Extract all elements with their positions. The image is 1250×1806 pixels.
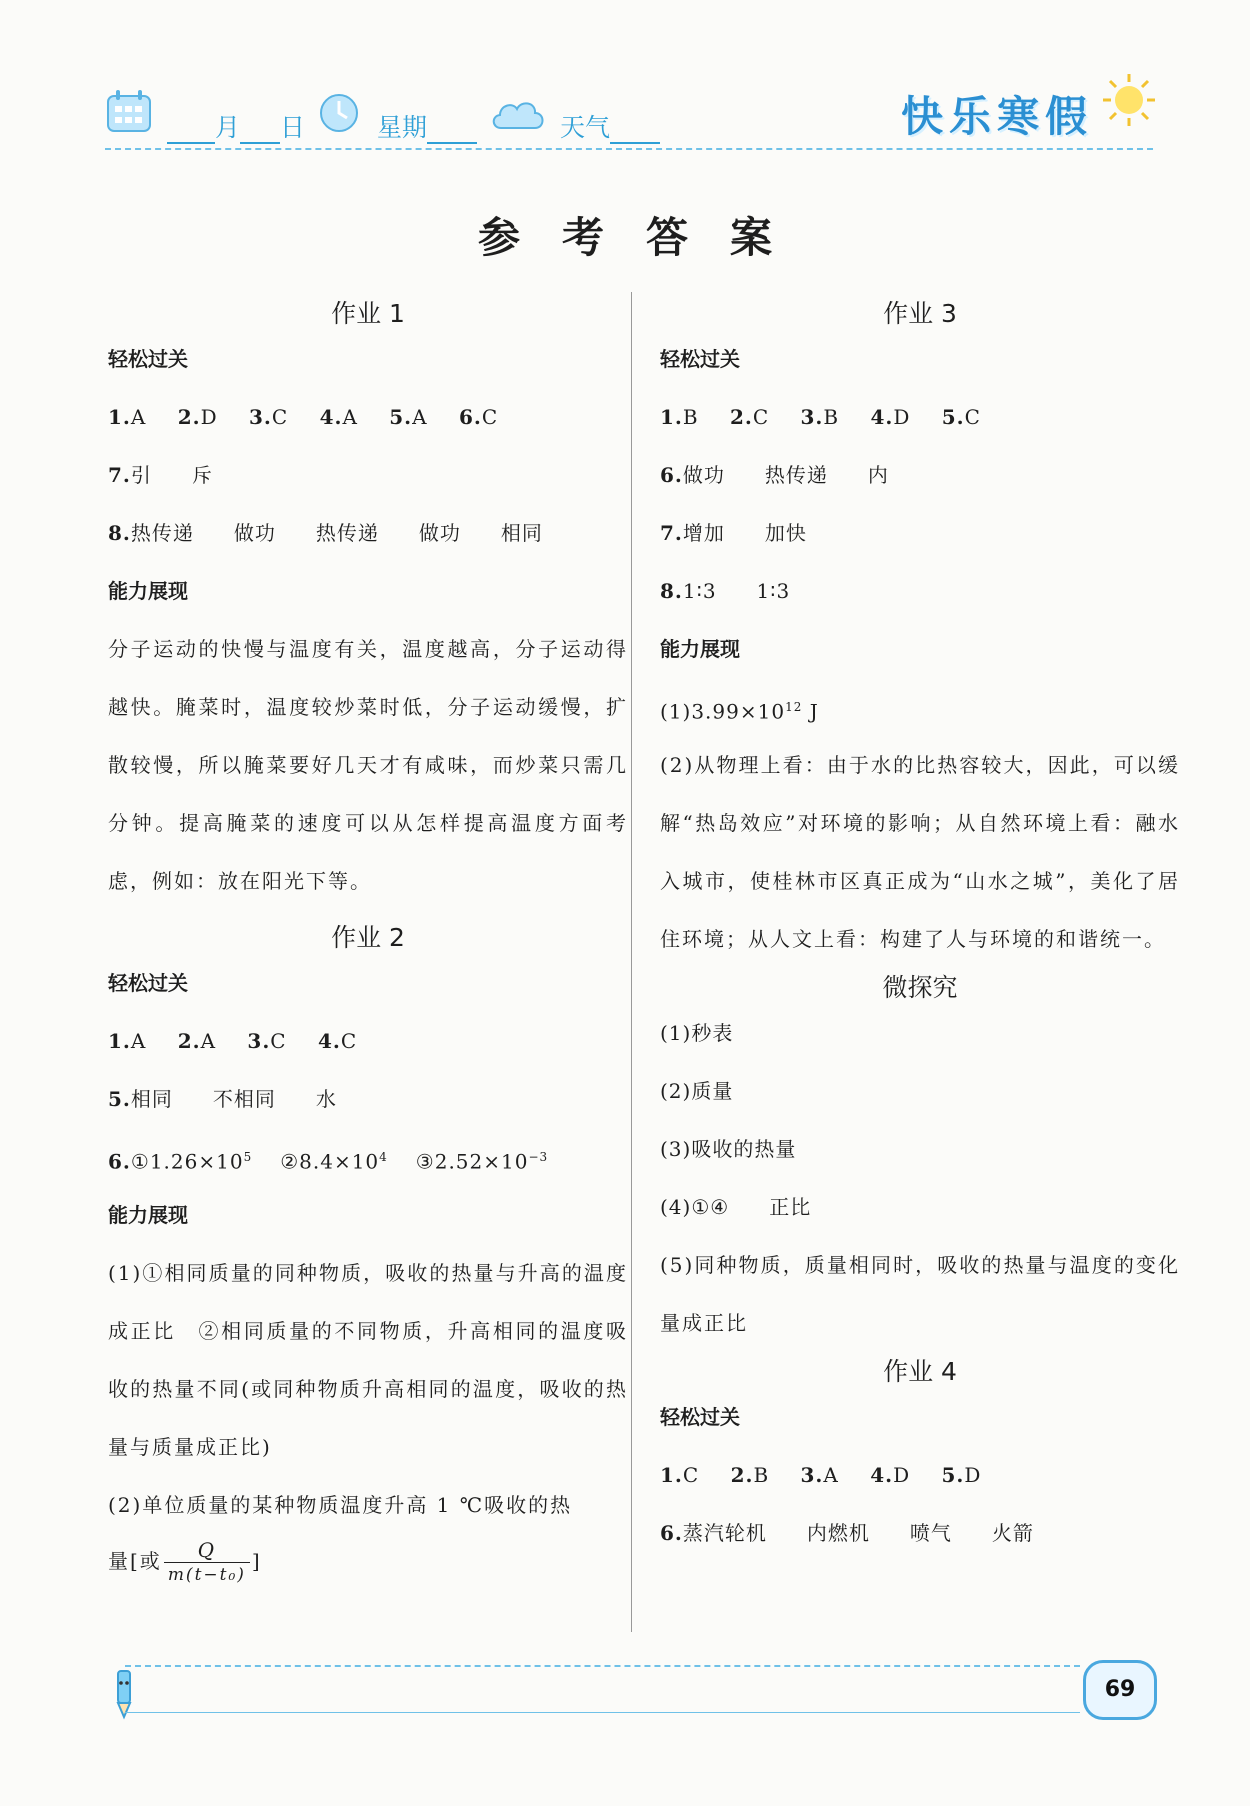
hw2-p1: (1)①相同质量的同种物质，吸收的热量与升高的温度成正比 ②相同质量的不同物质，升高相同的温度吸收的热量不同(或同种物质升高相同的温度，吸收的热量与质量成正比) [108, 1261, 628, 1459]
calendar-icon [105, 88, 153, 134]
micro-item-1: (1)秒表 [660, 1021, 734, 1045]
hw3-q6: 6.做功 热传递 内 [660, 463, 889, 487]
page-header [105, 80, 1153, 160]
hw1-q7: 7.引 斥 [108, 463, 213, 487]
hw2-q6: $6.①1.26\times 10^5$ $②8.4\times 10^4$ $③2.52\times 10^{-3}$ [108, 1149, 549, 1174]
weekday-label: 星期 [377, 113, 428, 142]
page-number: 69 [1083, 1660, 1157, 1720]
hw4-title: 作业 4 [883, 1357, 957, 1386]
hw4-q1-5: 1.C 2.B 3.A 4.D 5.D [660, 1463, 982, 1487]
hw3-q8: 8.1∶3 1∶3 [660, 579, 791, 603]
weather-label: 天气 [560, 113, 611, 142]
right-column [660, 290, 1180, 1576]
hw3-sub2: 能力展现 [660, 637, 740, 661]
hw1-sub2: 能力展现 [108, 579, 188, 603]
hw1-q8: 8.热传递 做功 热传递 做功 相同 [108, 521, 543, 545]
micro-title: 微探究 [882, 973, 958, 1002]
day-label: 日 [280, 113, 306, 142]
header-rule [105, 148, 1153, 150]
hw3-a1: $(1)3.99\times 10^{12}$ J [660, 699, 819, 724]
micro-item-5: (5)同种物质，质量相同时，吸收的热量与温度的变化量成正比 [660, 1253, 1180, 1335]
hw1-title: 作业 1 [331, 299, 405, 328]
hw2-sub1: 轻松过关 [108, 971, 188, 995]
page-title: 参考答案 [477, 213, 814, 262]
hw2-q1-4: 1.A 2.A 3.C 4.C [108, 1029, 358, 1053]
micro-item-4: (4)①④ 正比 [660, 1195, 812, 1219]
cloud-icon [489, 96, 547, 132]
fraction: $\frac{Q}{\text{m(t−t₀)}}$ [164, 1538, 250, 1587]
clock-icon [318, 92, 360, 134]
hw2-p2: (2)单位质量的某种物质温度升高 1 ℃吸收的热 [108, 1493, 573, 1517]
micro-item-3: (3)吸收的热量 [660, 1137, 797, 1161]
month-label: 月 [215, 113, 241, 142]
hw4-sub1: 轻松过关 [660, 1405, 740, 1429]
hw1-sub1: 轻松过关 [108, 347, 188, 371]
hw3-q7: 7.增加 加快 [660, 521, 807, 545]
hw3-title: 作业 3 [883, 299, 957, 328]
footer-rule-solid [125, 1712, 1080, 1713]
hw2-sub2: 能力展现 [108, 1203, 188, 1227]
hw3-sub1: 轻松过关 [660, 347, 740, 371]
hw2-q5: 5.相同 不相同 水 [108, 1087, 337, 1111]
hw2-p3: 量[或 $\frac{Q}{\text{m(t−t₀)}}$ ] [108, 1538, 262, 1585]
footer-rule [125, 1665, 1080, 1667]
hw2-title: 作业 2 [331, 923, 405, 952]
micro-item-2: (2)质量 [660, 1079, 734, 1103]
hw1-q1-6: 1.A 2.D 3.C 4.A 5.A 6.C [108, 405, 499, 429]
left-column [108, 290, 628, 1587]
brand-title: 快乐寒假 [900, 92, 1093, 141]
sun-icon [1101, 72, 1157, 128]
hw3-q1-5: 1.B 2.C 3.B 4.D 5.C [660, 405, 981, 429]
hw1-para: 分子运动的快慢与温度有关，温度越高，分子运动得越快。腌菜时，温度较炒菜时低，分子运动缓慢，扩散较慢，所以腌菜要好几天才有咸味，而炒菜只需几分钟。提高腌菜的速度可以从怎样提高温度方面考虑，例如：放在阳光下等。 [108, 637, 628, 893]
hw3-a2: (2)从物理上看：由于水的比热容较大，因此，可以缓解“热岛效应”对环境的影响；从自然环境上看：融水入城市，使桂林市区真正成为“山水之城”，美化了居住环境；从人文上看：构建了人与环境的和谐统一。 [660, 753, 1180, 951]
hw4-q6: 6.蒸汽轮机 内燃机 喷气 火箭 [660, 1521, 1034, 1545]
column-divider [631, 292, 632, 1632]
